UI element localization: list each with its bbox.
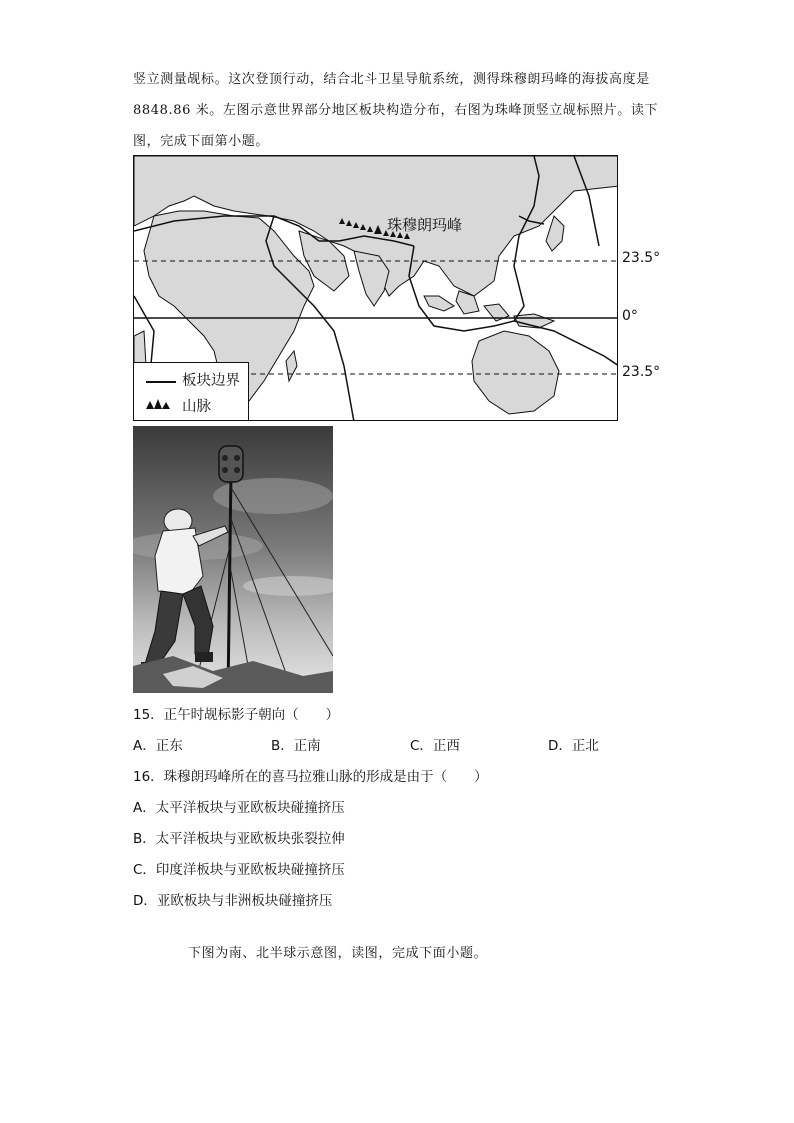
photo-graphic [133, 426, 333, 693]
q16-option-a[interactable]: A．太平洋板块与亚欧板块碰撞挤压 [133, 800, 345, 816]
q16-stem: 16．珠穆朗玛峰所在的喜马拉雅山脉的形成是由于（ ） [133, 769, 488, 785]
map-legend [134, 362, 249, 421]
intro-line-3: 图，完成下面第小题。 [133, 134, 270, 149]
summit-survey-photo [133, 426, 333, 693]
intro-line-1: 竖立测量觇标。这次登顶行动，结合北斗卫星导航系统，测得珠穆朗玛峰的海拔高度是 [133, 72, 650, 87]
q16-option-c[interactable]: C．印度洋板块与亚欧板块碰撞挤压 [133, 862, 345, 878]
q16-option-d[interactable]: D．亚欧板块与非洲板块碰撞挤压 [133, 893, 333, 909]
q15-option-d[interactable]: D．正北 [548, 738, 599, 754]
lat-label-south: 23.5° [622, 364, 661, 380]
q16-option-b[interactable]: B．太平洋板块与亚欧板块张裂拉伸 [133, 831, 345, 847]
q15-option-a[interactable]: A．正东 [133, 738, 183, 754]
boundary-line-swatch [146, 381, 176, 383]
lat-label-north: 23.5° [622, 250, 661, 266]
mountain-swatch-icon [146, 397, 176, 411]
q15-stem: 15．正午时觇标影子朝向（ ） [133, 707, 340, 723]
legend-mountain-label: 山脉 [182, 399, 211, 415]
lat-label-equator: 0° [622, 308, 638, 324]
peak-label: 珠穆朗玛峰 [387, 216, 463, 234]
intro-line-2: 8848.86 米。左图示意世界部分地区板块构造分布，右图为珠峰顶竖立觇标照片。读下 [133, 103, 659, 118]
q15-option-b[interactable]: B．正南 [271, 738, 321, 754]
legend-boundary-label: 板块边界 [182, 373, 240, 389]
q15-option-c[interactable]: C．正西 [410, 738, 460, 754]
next-section-intro: 下图为南、北半球示意图，读图，完成下面小题。 [188, 946, 488, 961]
plate-boundary-map [133, 155, 618, 421]
